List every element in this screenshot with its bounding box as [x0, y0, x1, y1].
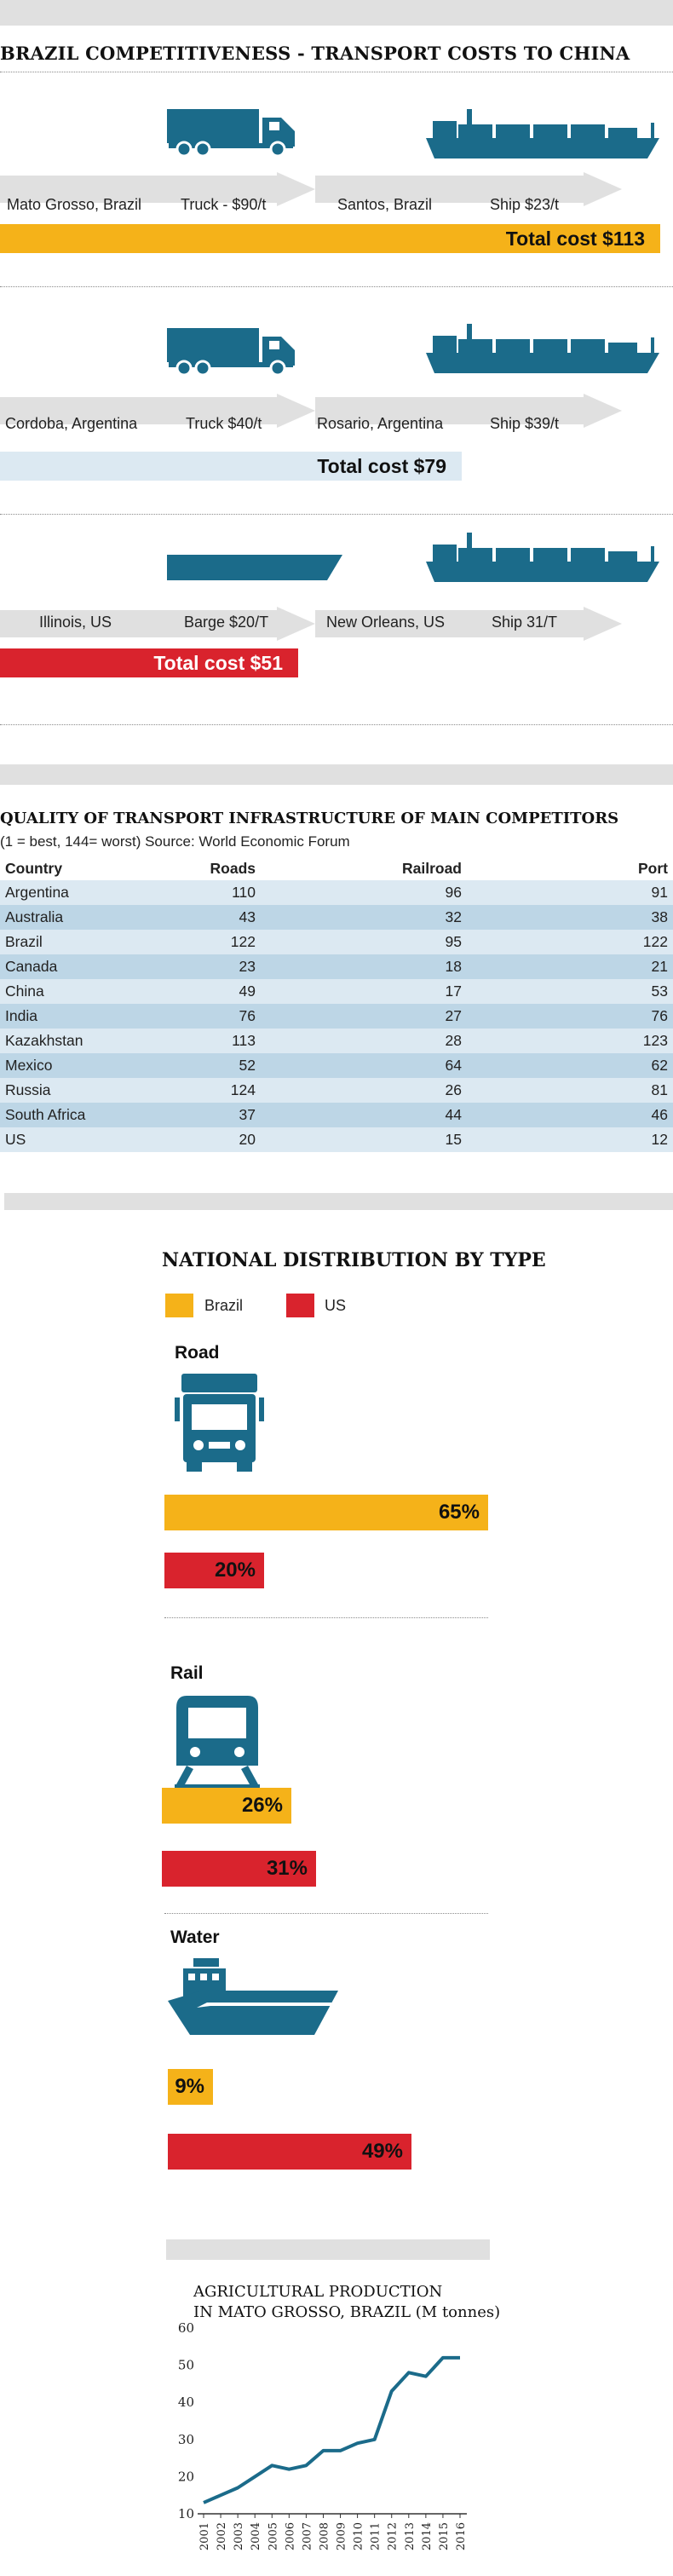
- chart-title: [193, 2282, 500, 2323]
- table-header-row: [0, 856, 673, 880]
- country-cell: Mexico: [0, 1053, 161, 1078]
- ship-icon: [168, 1958, 338, 2037]
- x-tick-label: 2010: [352, 2522, 365, 2551]
- country-cell: Brazil: [0, 930, 161, 954]
- legend-label-brazil: Brazil: [204, 1297, 244, 1314]
- y-tick-label: 50: [177, 2357, 194, 2373]
- legend-label-us: US: [325, 1297, 347, 1314]
- x-tick-label: 2009: [335, 2522, 348, 2551]
- y-tick-label: 20: [177, 2469, 194, 2485]
- column-header: Country: [5, 859, 63, 877]
- rank-cell: 26: [261, 1078, 467, 1103]
- column-header: Railroad: [401, 859, 462, 877]
- brazil-share-bar: 9%: [168, 2069, 213, 2105]
- production-line-chart: [177, 2318, 481, 2569]
- table-row: [0, 880, 673, 905]
- rank-cell: 95: [261, 930, 467, 954]
- leg2-cost-label: Ship $39/t: [490, 415, 560, 432]
- rank-cell: 27: [261, 1004, 467, 1029]
- separator: [0, 724, 673, 725]
- table-row: [0, 1053, 673, 1078]
- rank-cell: 76: [161, 1004, 261, 1029]
- cargo-ship-icon: [424, 533, 661, 582]
- rank-cell: 17: [261, 979, 467, 1004]
- rank-cell: 53: [467, 979, 673, 1004]
- cargo-ship-icon: [424, 109, 661, 158]
- rank-cell: 43: [161, 905, 261, 930]
- rank-cell: 113: [161, 1029, 261, 1053]
- brazil-share-bar: 26%: [162, 1788, 291, 1824]
- distribution-title: NATIONAL DISTRIBUTION BY TYPE: [162, 1249, 546, 1271]
- leg2-cost-label: Ship $23/t: [490, 196, 560, 213]
- column-header: Roads: [210, 859, 256, 877]
- country-cell: Australia: [0, 905, 161, 930]
- origin-label: Illinois, US: [39, 614, 112, 631]
- x-tick-label: 2016: [455, 2522, 468, 2551]
- port-label: Santos, Brazil: [337, 196, 433, 213]
- table-row: [0, 905, 673, 930]
- table-row: [0, 930, 673, 954]
- leg2-cost-label: Ship 31/T: [492, 614, 558, 631]
- us-share-bar: 49%: [168, 2134, 411, 2170]
- rank-cell: 38: [467, 905, 673, 930]
- country-cell: US: [0, 1127, 161, 1152]
- cargo-ship-icon: [424, 324, 661, 373]
- rank-cell: 110: [161, 880, 261, 905]
- y-tick-label: 60: [177, 2320, 194, 2336]
- chart-title-line: AGRICULTURAL PRODUCTION: [193, 2283, 443, 2301]
- country-cell: Argentina: [0, 880, 161, 905]
- rank-cell: 76: [467, 1004, 673, 1029]
- us-share-bar: 20%: [164, 1553, 264, 1588]
- category-label-rail: Rail: [170, 1663, 204, 1683]
- legend-swatch-us: [286, 1294, 314, 1317]
- rank-cell: 122: [161, 930, 261, 954]
- rank-cell: 37: [161, 1103, 261, 1127]
- barge-icon: [167, 555, 342, 580]
- rank-cell: 123: [467, 1029, 673, 1053]
- production-series-line: [204, 2358, 460, 2503]
- x-tick-label: 2006: [284, 2522, 297, 2551]
- x-tick-label: 2005: [267, 2522, 280, 2551]
- rank-cell: 32: [261, 905, 467, 930]
- x-tick-label: 2001: [198, 2522, 211, 2551]
- rank-cell: 52: [161, 1053, 261, 1078]
- country-cell: India: [0, 1004, 161, 1029]
- x-tick-label: 2004: [250, 2522, 263, 2551]
- y-tick-label: 30: [177, 2431, 194, 2447]
- rank-cell: 81: [467, 1078, 673, 1103]
- y-tick-label: 40: [177, 2394, 194, 2411]
- leg1-cost-label: Barge $20/T: [184, 614, 269, 631]
- rank-cell: 15: [261, 1127, 467, 1152]
- chart-title-line: IN MATO GROSSO, BRAZIL (M tonnes): [193, 2303, 501, 2321]
- rank-cell: 124: [161, 1078, 261, 1103]
- table-row: [0, 1004, 673, 1029]
- legend-swatch-brazil: [165, 1294, 193, 1317]
- separator: [0, 286, 673, 287]
- country-cell: Kazakhstan: [0, 1029, 161, 1053]
- x-tick-label: 2013: [403, 2522, 417, 2551]
- country-cell: South Africa: [0, 1103, 161, 1127]
- port-label: New Orleans, US: [326, 614, 446, 631]
- leg1-cost-label: Truck $40/t: [186, 415, 262, 432]
- country-cell: Canada: [0, 954, 161, 979]
- country-cell: Russia: [0, 1078, 161, 1103]
- rank-cell: 18: [261, 954, 467, 979]
- infrastructure-table: [0, 856, 673, 1152]
- us-share-bar: 31%: [162, 1851, 316, 1887]
- table-row: [0, 979, 673, 1004]
- separator: [0, 514, 673, 515]
- category-label-water: Water: [170, 1928, 220, 1947]
- table-title: QUALITY OF TRANSPORT INFRASTRUCTURE OF MAIN COMPETITORS: [0, 810, 619, 827]
- section-band: [4, 1193, 673, 1210]
- table-row: [0, 954, 673, 979]
- column-header: Port: [638, 859, 668, 877]
- rank-cell: 20: [161, 1127, 261, 1152]
- rank-cell: 91: [467, 880, 673, 905]
- rank-cell: 64: [261, 1053, 467, 1078]
- rank-cell: 23: [161, 954, 261, 979]
- rank-cell: 46: [467, 1103, 673, 1127]
- section-band: [0, 764, 673, 785]
- top-gray-band: [0, 0, 673, 26]
- table-subtitle: (1 = best, 144= worst) Source: World Economic Forum: [0, 833, 350, 850]
- table-row: [0, 1078, 673, 1103]
- origin-label: Cordoba, Argentina: [5, 415, 138, 432]
- total-cost-bar: Total cost $51: [0, 648, 298, 677]
- table-row: [0, 1029, 673, 1053]
- rank-cell: 49: [161, 979, 261, 1004]
- port-label: Rosario, Argentina: [317, 415, 444, 432]
- category-label-road: Road: [175, 1343, 220, 1363]
- truck-icon: [167, 109, 300, 157]
- rank-cell: 12: [467, 1127, 673, 1152]
- brazil-share-bar: 65%: [164, 1495, 488, 1530]
- rank-cell: 44: [261, 1103, 467, 1127]
- total-cost-bar: Total cost $79: [0, 452, 462, 481]
- page-title: BRAZIL COMPETITIVENESS - TRANSPORT COSTS TO CHINA: [0, 43, 630, 64]
- x-tick-label: 2002: [216, 2522, 229, 2551]
- truck-front-icon: [175, 1374, 264, 1472]
- x-tick-label: 2015: [437, 2522, 451, 2551]
- separator: [164, 1913, 488, 1914]
- rank-cell: 28: [261, 1029, 467, 1053]
- rank-cell: 62: [467, 1053, 673, 1078]
- y-tick-label: 10: [177, 2506, 194, 2521]
- x-tick-label: 2008: [318, 2522, 331, 2551]
- rank-cell: 122: [467, 930, 673, 954]
- total-cost-bar: Total cost $113: [0, 224, 660, 253]
- country-cell: China: [0, 979, 161, 1004]
- leg1-cost-label: Truck - $90/t: [181, 196, 267, 213]
- x-tick-label: 2003: [233, 2522, 246, 2551]
- table-row: [0, 1103, 673, 1127]
- table-row: [0, 1127, 673, 1152]
- rank-cell: 21: [467, 954, 673, 979]
- x-tick-label: 2014: [420, 2522, 434, 2551]
- x-tick-label: 2011: [369, 2522, 383, 2551]
- x-tick-label: 2012: [386, 2522, 400, 2551]
- origin-label: Mato Grosso, Brazil: [7, 196, 142, 213]
- separator: [164, 1617, 488, 1618]
- section-band: [166, 2239, 490, 2260]
- truck-icon: [167, 328, 300, 376]
- x-tick-label: 2007: [301, 2522, 314, 2551]
- rank-cell: 96: [261, 880, 467, 905]
- train-front-icon: [175, 1696, 260, 1791]
